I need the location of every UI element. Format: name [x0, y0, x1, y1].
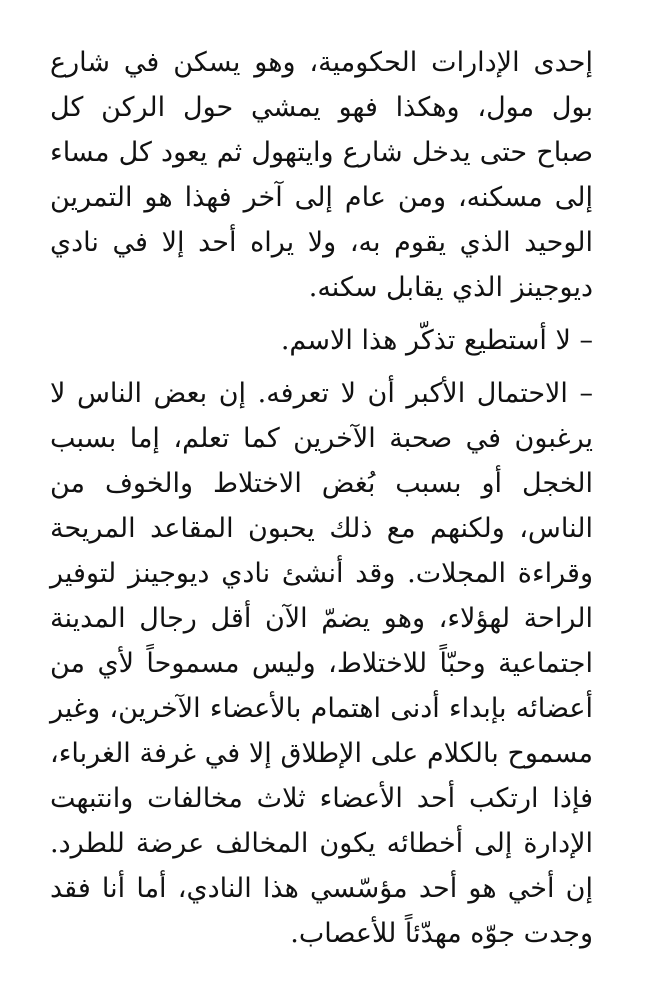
- page-text: [50, 40, 593, 956]
- paragraph-dialogue-line: – لا أستطيع تذكّر هذا الاسم.: [280, 325, 593, 356]
- paragraph-dialogue-reply: – الاحتمال الأكبر أن لا تعرفه. إن بعض الناس لا يرغبون في صحبة الآخرين كما تعلم، إما بسبب الخجل أو بسبب بُغض الاختلاط والخوف من الناس، ولكنهم مع ذلك يحبون المقاعد المريحة وقراءة المجلات. وقد أنشئ نادي ديوجينز لتوفير الراحة لهؤلاء، وهو يضمّ الآن أقل رجال المدينة اجتماعية وحبّاً للاختلاط، وليس مسموحاً لأي من أعضائه بإبداء أدنى اهتمام بالأعضاء الآخرين، وغير مسموح بالكلام على الإطلاق إلا في غرفة الغرباء، فإذا ارتكب أحد الأعضاء ثلاث مخالفات وانتبهت الإدارة إلى أخطائه يكون المخالف عرضة للطرد. إن أخي هو أحد مؤسّسي هذا النادي، أما أنا فقد وجدت جوّه مهدّئاً للأعصاب.: [50, 378, 593, 949]
- paragraph-narration: إحدى الإدارات الحكومية، وهو يسكن في شارع بول مول، وهكذا فهو يمشي حول الركن كل صباح حتى يدخل شارع وايتهول ثم يعود كل مساء إلى مسكنه، ومن عام إلى آخر فهذا هو التمرين الوحيد الذي يقوم به، ولا يراه أحد إلا في نادي ديوجينز الذي يقابل سكنه.: [50, 47, 593, 303]
